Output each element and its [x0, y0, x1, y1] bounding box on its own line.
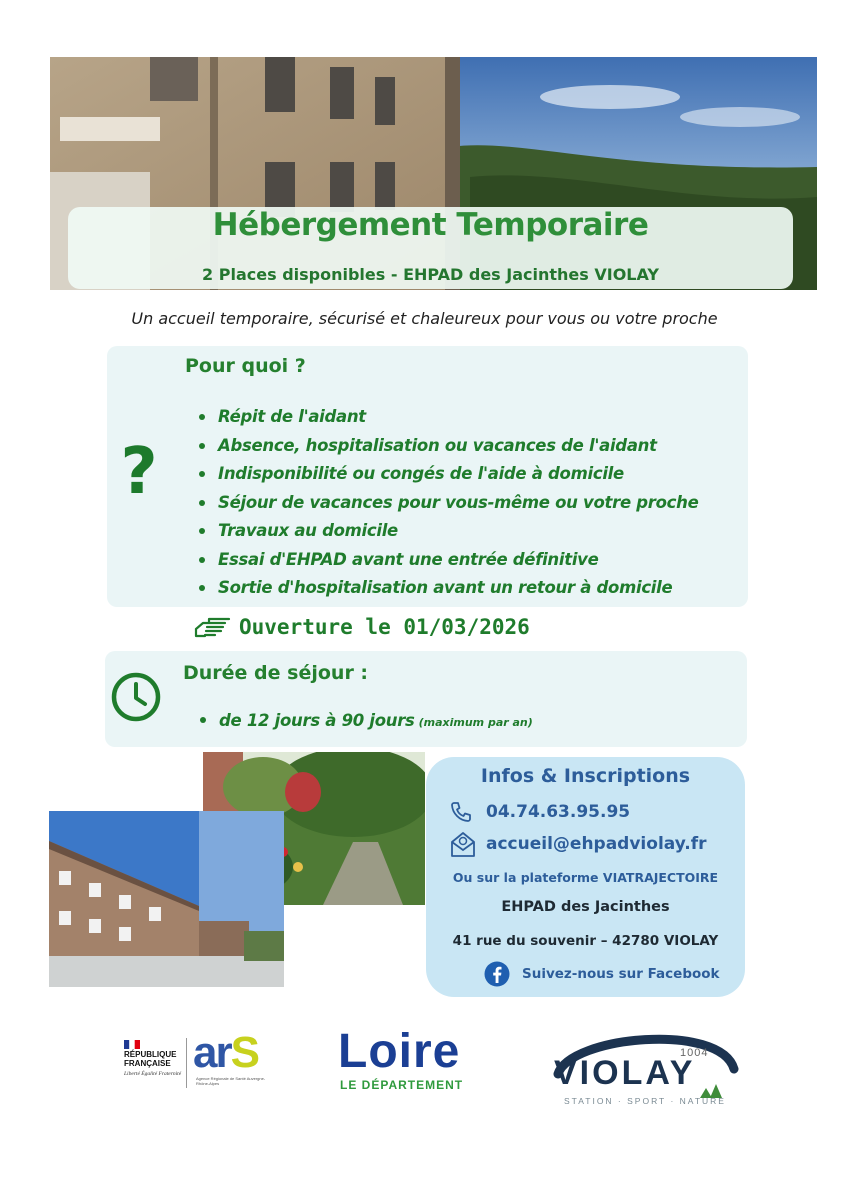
- list-item: [197, 574, 742, 603]
- phone-icon: [449, 800, 473, 824]
- ars-logo-text: ar: [193, 1028, 231, 1077]
- reason-text: Essai d'EHPAD avant une entrée définitive: [218, 549, 599, 569]
- opening-date: Ouverture le 01/03/2026: [239, 615, 530, 639]
- bullet-icon: [199, 414, 205, 420]
- reason-text: Répit de l'aidant: [218, 407, 366, 426]
- rf-motto: Liberté Égalité Fraternité: [124, 1071, 182, 1077]
- list-item: [197, 517, 742, 546]
- page-title: Hébergement Temporaire: [212, 207, 649, 243]
- email-icon: [449, 829, 477, 859]
- reason-text: Travaux au domicile: [218, 521, 398, 540]
- reason-text: Séjour de vacances pour vous-même ou votre proche: [218, 492, 699, 512]
- info-title: Infos & Inscriptions: [480, 765, 691, 787]
- rf-text: RÉPUBLIQUE FRANÇAISE: [124, 1050, 177, 1068]
- reason-text: Indisponibilité ou congés de l'aide à domicile: [218, 464, 624, 483]
- violay-altitude: 1004: [680, 1047, 709, 1059]
- loire-subtitle: LE DÉPARTEMENT: [340, 1078, 464, 1092]
- opening-line: [193, 613, 613, 643]
- bullet-icon: [200, 717, 206, 723]
- reasons-list: [197, 403, 742, 603]
- page-subtitle: 2 Places disponibles - EHPAD des Jacinthes VIOLAY: [202, 265, 659, 284]
- reasons-title: Pour quoi ?: [185, 355, 306, 377]
- clock-icon: [110, 671, 162, 723]
- list-item: [197, 546, 742, 575]
- building-image: [49, 811, 284, 987]
- violay-logo: VIOLAY: [554, 1054, 696, 1092]
- bullet-icon: [199, 528, 205, 534]
- duration-title: Durée de séjour :: [183, 662, 369, 684]
- duration-note: (maximum par an): [418, 716, 533, 729]
- list-item: [197, 460, 742, 489]
- pointing-hand-icon: [193, 615, 233, 639]
- bullet-icon: [199, 585, 205, 591]
- ars-logo-s: S: [230, 1028, 258, 1077]
- loire-logo: Loire: [338, 1025, 461, 1078]
- bullet-icon: [199, 471, 205, 477]
- ars-logo: [193, 1028, 258, 1078]
- duration-range: de 12 jours à 90 jours: [219, 711, 415, 730]
- french-flag-icon: [124, 1040, 140, 1049]
- establishment-address: 41 rue du souvenir – 42780 VIOLAY: [452, 933, 719, 949]
- phone-number[interactable]: 04.74.63.95.95: [486, 802, 631, 822]
- bullet-icon: [199, 500, 205, 506]
- ars-subtitle: Agence Régionale de Santé Auvergne-Rhône-Alpes: [196, 1076, 266, 1086]
- list-item: [197, 403, 742, 432]
- violay-tagline: STATION · SPORT · NATURE: [564, 1096, 726, 1106]
- question-mark-icon: ?: [120, 435, 158, 509]
- facebook-icon[interactable]: [484, 961, 510, 987]
- platform-text: Ou sur la plateforme VIATRAJECTOIRE: [452, 870, 719, 885]
- facebook-link[interactable]: Suivez-nous sur Facebook: [522, 966, 720, 982]
- tagline: Un accueil temporaire, sécurisé et chaleureux pour vous ou votre proche: [131, 309, 718, 328]
- reason-text: Sortie d'hospitalisation avant un retour à domicile: [218, 578, 673, 597]
- reason-text: Absence, hospitalisation ou vacances de l'aidant: [218, 435, 657, 455]
- bullet-icon: [199, 557, 205, 563]
- list-item: [197, 432, 742, 461]
- bullet-icon: [199, 443, 205, 449]
- email-link[interactable]: accueil@ehpadviolay.fr: [486, 834, 707, 854]
- establishment-name: EHPAD des Jacinthes: [501, 899, 670, 915]
- building-photo: [49, 811, 284, 987]
- list-item: [197, 489, 742, 518]
- republique-francaise-logo: [122, 1040, 192, 1092]
- logo-divider: [186, 1038, 187, 1088]
- duration-item: [197, 711, 533, 730]
